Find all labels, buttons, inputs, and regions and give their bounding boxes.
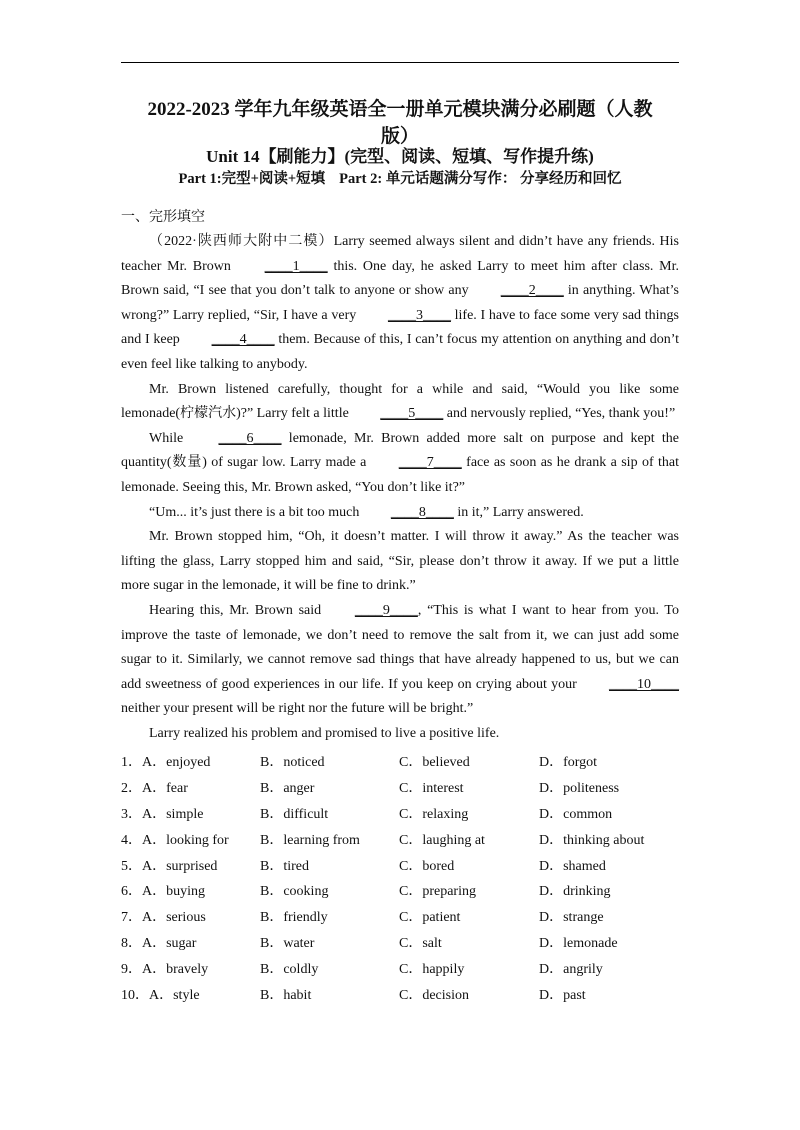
option-b: B．cooking	[260, 884, 329, 900]
passage-paragraph-1	[121, 230, 679, 378]
blank-9: ____9____	[354, 602, 418, 618]
document-title-line1: 2022-2023 学年九年级英语全一册单元模块满分必刷题（人教	[147, 99, 653, 120]
passage-text: Hearing this, Mr. Brown said	[149, 602, 327, 618]
option-a: 10．A．style	[121, 987, 200, 1003]
option-d: D．drinking	[539, 884, 611, 900]
option-row-4	[121, 826, 679, 852]
document-title-line1b: 版）	[380, 126, 419, 147]
part1-label: Part 1:完型+阅读+短填	[178, 171, 326, 187]
passage-paragraph-2	[121, 378, 679, 427]
unit-title: Unit 14【刷能力】(完型、阅读、短填、写作提升练)	[206, 147, 594, 166]
option-row-6	[121, 877, 679, 903]
passage-text: in it,” Larry answered.	[453, 504, 584, 520]
option-c: C．relaxing	[399, 806, 469, 822]
option-d: D．angrily	[539, 961, 603, 977]
blank-10: ____10____	[609, 676, 679, 692]
option-row-5	[121, 852, 679, 878]
option-c: C．salt	[399, 935, 442, 951]
header-rule	[121, 62, 679, 63]
passage-text: in anything. What’s wrong?” Larry replied, “Sir, I have a very	[121, 283, 679, 323]
blank-3: ____3____	[387, 307, 451, 323]
passage-text: them. Because of this, I can’t focus my attention on anything and don’t even feel like talking to anybody.	[121, 332, 679, 372]
blank-4: ____4____	[211, 332, 275, 348]
option-d: D．common	[539, 806, 613, 822]
option-d: D．past	[539, 987, 586, 1003]
option-row-3	[121, 800, 679, 826]
option-c: C．happily	[399, 961, 465, 977]
blank-1: ____1____	[264, 258, 328, 274]
option-b: B．noticed	[260, 755, 325, 771]
passage-text: Mr. Brown stopped him, “Oh, it doesn’t matter. I will throw it away.” As the teacher was lifting the glass, Larry stopped him and said, “Sir, please don’t throw it away. If we put a little more sugar in the lemonade, it will be fine to drink.”	[121, 529, 679, 594]
option-b: B．anger	[260, 781, 315, 797]
option-a: 2．A．fear	[121, 781, 188, 797]
option-row-9	[121, 955, 679, 981]
option-a: 9．A．bravely	[121, 961, 209, 977]
option-row-7	[121, 903, 679, 929]
option-c: C．laughing at	[399, 832, 485, 848]
option-d: D．strange	[539, 910, 604, 926]
option-row-1	[121, 748, 679, 774]
passage-text: , “This is what I want to hear from you. To improve the taste of lemonade, we don’t need to remove the salt from it, we can just add some sugar to it. Similarly, we cannot remove sad things that have already happened to us, but we can add sweetness of good experiences in our life. If you keep on crying about your	[121, 602, 679, 692]
passage-text: “Um... it’s just there is a bit too much	[149, 504, 363, 520]
passage-text: While	[149, 430, 191, 446]
blank-8: ____8____	[390, 504, 454, 520]
blank-7: ____7____	[398, 455, 462, 471]
option-a: 5．A．surprised	[121, 858, 218, 874]
passage-text: this. One day, he asked Larry to meet him after class. Mr. Brown said, “I see that you don’t talk to anyone or show any	[121, 258, 680, 299]
passage-paragraph-3	[121, 427, 679, 501]
option-d: D．forgot	[539, 755, 598, 771]
option-b: B．learning from	[260, 832, 360, 848]
option-a: 3．A．simple	[121, 806, 204, 822]
passage-paragraph-5	[121, 525, 679, 599]
option-c: C．decision	[399, 987, 469, 1003]
passage-text: Larry realized his problem and promised to live a positive life.	[149, 725, 500, 741]
option-d: D．thinking about	[539, 832, 645, 848]
blank-5: ____5____	[380, 406, 444, 422]
option-d: D．lemonade	[539, 935, 618, 951]
answer-options	[121, 748, 679, 1006]
option-d: D．politeness	[539, 781, 620, 797]
passage-text: Mr. Brown listened carefully, thought for a while and said, “Would you like some lemonade(柠檬汽水)?” Larry felt a little	[121, 381, 679, 422]
option-b: B．tired	[260, 858, 309, 874]
option-a: 6．A．buying	[121, 884, 205, 900]
section-heading: 一、完形填空	[121, 210, 205, 225]
option-b: B．water	[260, 935, 315, 951]
passage-paragraph-6	[121, 599, 679, 722]
blank-6: ____6____	[218, 430, 282, 446]
option-c: C．patient	[399, 910, 461, 926]
passage-text: （2022·陕西师大附中二模）Larry seemed always silent and didn’t have any friends. His teacher Mr. Brown	[121, 234, 679, 274]
option-c: C．believed	[399, 755, 470, 771]
option-row-10	[121, 981, 679, 1007]
passage-text: face as soon as he drank a sip of that lemonade. Seeing this, Mr. Brown asked, “You don’t like it?”	[121, 455, 679, 495]
passage-text: lemonade, Mr. Brown added more salt on purpose and kept the quantity(数量) of sugar low. Larry made a	[121, 430, 680, 471]
option-b: B．habit	[260, 987, 312, 1003]
option-c: C．interest	[399, 781, 464, 797]
option-a: 1．A．enjoyed	[121, 755, 211, 771]
passage-paragraph-4	[121, 501, 679, 526]
part2-label: Part 2: 单元话题满分写作： 分享经历和回忆	[339, 171, 622, 187]
exercise-content	[121, 207, 679, 1006]
passage-text: and nervously replied, “Yes, thank you!”	[443, 406, 676, 422]
blank-2: ____2____	[500, 283, 564, 299]
option-b: B．coldly	[260, 961, 319, 977]
option-a: 7．A．serious	[121, 910, 206, 926]
option-b: B．difficult	[260, 806, 329, 822]
passage-paragraph-7	[121, 722, 679, 747]
passage-text: neither your present will be right nor the future will be bright.”	[121, 701, 474, 717]
document-title	[121, 96, 679, 150]
option-d: D．shamed	[539, 858, 606, 874]
option-c: C．bored	[399, 858, 455, 874]
option-a: 4．A．looking for	[121, 832, 229, 848]
option-row-8	[121, 929, 679, 955]
option-b: B．friendly	[260, 910, 328, 926]
option-a: 8．A．sugar	[121, 935, 197, 951]
option-c: C．preparing	[399, 884, 476, 900]
part-subtitle	[121, 169, 679, 189]
option-row-2	[121, 774, 679, 800]
passage-text: life. I have to face some very sad things and I keep	[121, 307, 679, 348]
